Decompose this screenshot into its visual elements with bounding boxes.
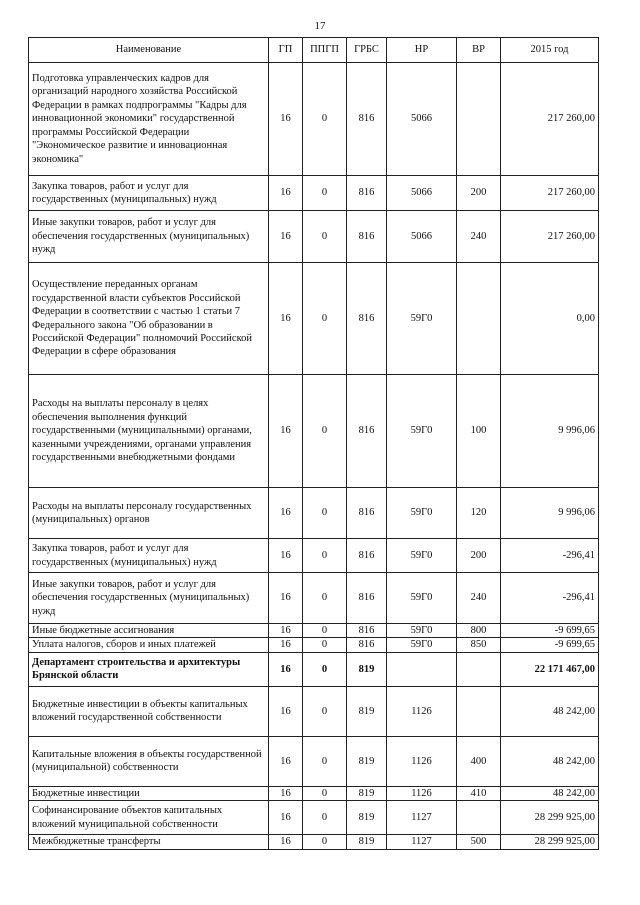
row-vr: 800	[457, 624, 501, 638]
row-gp: 16	[269, 211, 303, 263]
row-grbs: 816	[347, 573, 387, 624]
row-name: Департамент строительства и архитектуры Брянской области	[29, 652, 269, 686]
row-ppgp: 0	[303, 638, 347, 652]
row-gp: 16	[269, 638, 303, 652]
row-vr: 850	[457, 638, 501, 652]
row-grbs: 816	[347, 539, 387, 573]
row-gp: 16	[269, 375, 303, 488]
row-vr	[457, 652, 501, 686]
row-gp: 16	[269, 652, 303, 686]
header-year: 2015 год	[501, 38, 599, 63]
row-name: Межбюджетные трансферты	[29, 835, 269, 849]
row-grbs: 816	[347, 263, 387, 375]
row-amount: -9 699,65	[501, 638, 599, 652]
row-name: Бюджетные инвестиции в объекты капитальных вложений государственной собственности	[29, 686, 269, 736]
row-name: Капитальные вложения в объекты государственной (муниципальной) собственности	[29, 736, 269, 786]
row-amount: 48 242,00	[501, 786, 599, 800]
table-row	[29, 736, 599, 786]
row-grbs: 819	[347, 652, 387, 686]
row-np: 1126	[387, 686, 457, 736]
row-ppgp: 0	[303, 488, 347, 539]
table-row	[29, 539, 599, 573]
row-np	[387, 652, 457, 686]
row-amount: 48 242,00	[501, 686, 599, 736]
row-np: 1127	[387, 801, 457, 835]
row-vr: 410	[457, 786, 501, 800]
table-header-row	[29, 38, 599, 63]
table-row	[29, 375, 599, 488]
row-vr	[457, 801, 501, 835]
page-number: 17	[314, 20, 326, 32]
header-name: Наименование	[29, 38, 269, 63]
row-amount: 217 260,00	[501, 63, 599, 176]
row-np: 1127	[387, 835, 457, 849]
row-vr: 100	[457, 375, 501, 488]
row-gp: 16	[269, 624, 303, 638]
row-ppgp: 0	[303, 736, 347, 786]
row-amount: 9 996,06	[501, 488, 599, 539]
row-gp: 16	[269, 176, 303, 211]
row-np: 5066	[387, 176, 457, 211]
row-grbs: 816	[347, 63, 387, 176]
row-amount: 9 996,06	[501, 375, 599, 488]
table-row	[29, 488, 599, 539]
row-grbs: 819	[347, 786, 387, 800]
row-grbs: 819	[347, 736, 387, 786]
row-vr: 240	[457, 573, 501, 624]
row-amount: 217 260,00	[501, 211, 599, 263]
table-row	[29, 638, 599, 652]
row-ppgp: 0	[303, 263, 347, 375]
row-grbs: 819	[347, 835, 387, 849]
row-name: Иные закупки товаров, работ и услуг для обеспечения государственных (муниципальных) нужд	[29, 573, 269, 624]
row-name: Бюджетные инвестиции	[29, 786, 269, 800]
header-grbs: ГРБС	[347, 38, 387, 63]
header-ppgp: ППГП	[303, 38, 347, 63]
row-gp: 16	[269, 539, 303, 573]
row-ppgp: 0	[303, 375, 347, 488]
row-np: 1126	[387, 736, 457, 786]
header-gp: ГП	[269, 38, 303, 63]
row-amount: 28 299 925,00	[501, 801, 599, 835]
row-gp: 16	[269, 573, 303, 624]
row-ppgp: 0	[303, 176, 347, 211]
row-np: 59Г0	[387, 638, 457, 652]
row-np: 5066	[387, 63, 457, 176]
row-gp: 16	[269, 63, 303, 176]
row-name: Софинансирование объектов капитальных вложений муниципальной собственности	[29, 801, 269, 835]
table-row	[29, 786, 599, 800]
row-np: 59Г0	[387, 573, 457, 624]
row-grbs: 819	[347, 801, 387, 835]
row-vr: 200	[457, 539, 501, 573]
row-np: 59Г0	[387, 375, 457, 488]
row-ppgp: 0	[303, 624, 347, 638]
row-vr: 400	[457, 736, 501, 786]
row-name: Расходы на выплаты персоналу государственных (муниципальных) органов	[29, 488, 269, 539]
row-grbs: 816	[347, 624, 387, 638]
row-name: Закупка товаров, работ и услуг для государственных (муниципальных) нужд	[29, 539, 269, 573]
budget-table	[28, 37, 599, 850]
row-vr: 500	[457, 835, 501, 849]
row-name: Уплата налогов, сборов и иных платежей	[29, 638, 269, 652]
row-vr: 120	[457, 488, 501, 539]
row-gp: 16	[269, 736, 303, 786]
row-amount: 28 299 925,00	[501, 835, 599, 849]
row-ppgp: 0	[303, 786, 347, 800]
table-row	[29, 211, 599, 263]
row-grbs: 816	[347, 638, 387, 652]
row-vr	[457, 63, 501, 176]
table-row	[29, 835, 599, 849]
row-vr: 240	[457, 211, 501, 263]
row-ppgp: 0	[303, 835, 347, 849]
row-gp: 16	[269, 786, 303, 800]
table-row	[29, 573, 599, 624]
row-name: Осуществление переданных органам государственной власти субъектов Российской Федерации в соответствии с частью 1 статьи 7 Федерального закона "Об образовании в Российской Федерации" полномочий Российской Федерации в сфере образования	[29, 263, 269, 375]
row-ppgp: 0	[303, 63, 347, 176]
row-ppgp: 0	[303, 801, 347, 835]
table-row	[29, 624, 599, 638]
row-ppgp: 0	[303, 686, 347, 736]
row-grbs: 816	[347, 488, 387, 539]
table-row	[29, 63, 599, 176]
row-ppgp: 0	[303, 573, 347, 624]
row-gp: 16	[269, 801, 303, 835]
row-vr: 200	[457, 176, 501, 211]
row-np: 59Г0	[387, 263, 457, 375]
row-gp: 16	[269, 263, 303, 375]
row-grbs: 816	[347, 211, 387, 263]
table-row	[29, 686, 599, 736]
table-row	[29, 801, 599, 835]
row-ppgp: 0	[303, 211, 347, 263]
header-vr: ВР	[457, 38, 501, 63]
table-row	[29, 263, 599, 375]
row-grbs: 816	[347, 176, 387, 211]
row-name: Иные бюджетные ассигнования	[29, 624, 269, 638]
row-amount: -9 699,65	[501, 624, 599, 638]
row-gp: 16	[269, 488, 303, 539]
row-gp: 16	[269, 835, 303, 849]
row-amount: -296,41	[501, 573, 599, 624]
row-vr	[457, 263, 501, 375]
row-np: 1126	[387, 786, 457, 800]
row-amount: 48 242,00	[501, 736, 599, 786]
row-grbs: 819	[347, 686, 387, 736]
row-np: 59Г0	[387, 624, 457, 638]
row-name: Расходы на выплаты персоналу в целях обеспечения выполнения функций государственными (муниципальными) органами, казенными учреждениями, органами управления государственными внебюджетными фондами	[29, 375, 269, 488]
row-amount: 217 260,00	[501, 176, 599, 211]
row-amount: 0,00	[501, 263, 599, 375]
row-grbs: 816	[347, 375, 387, 488]
row-np: 59Г0	[387, 488, 457, 539]
row-np: 59Г0	[387, 539, 457, 573]
table-row	[29, 176, 599, 211]
row-name: Подготовка управленческих кадров для организаций народного хозяйства Российской Федерации в рамках подпрограммы "Кадры для инновационной экономики" государственной программы Российской Федерации "Экономическое развитие и инновационная экономика"	[29, 63, 269, 176]
row-amount: -296,41	[501, 539, 599, 573]
row-ppgp: 0	[303, 539, 347, 573]
header-np: НР	[387, 38, 457, 63]
row-amount: 22 171 467,00	[501, 652, 599, 686]
table-row	[29, 652, 599, 686]
row-vr	[457, 686, 501, 736]
row-gp: 16	[269, 686, 303, 736]
row-np: 5066	[387, 211, 457, 263]
row-name: Иные закупки товаров, работ и услуг для обеспечения государственных (муниципальных) нужд	[29, 211, 269, 263]
row-ppgp: 0	[303, 652, 347, 686]
row-name: Закупка товаров, работ и услуг для государственных (муниципальных) нужд	[29, 176, 269, 211]
